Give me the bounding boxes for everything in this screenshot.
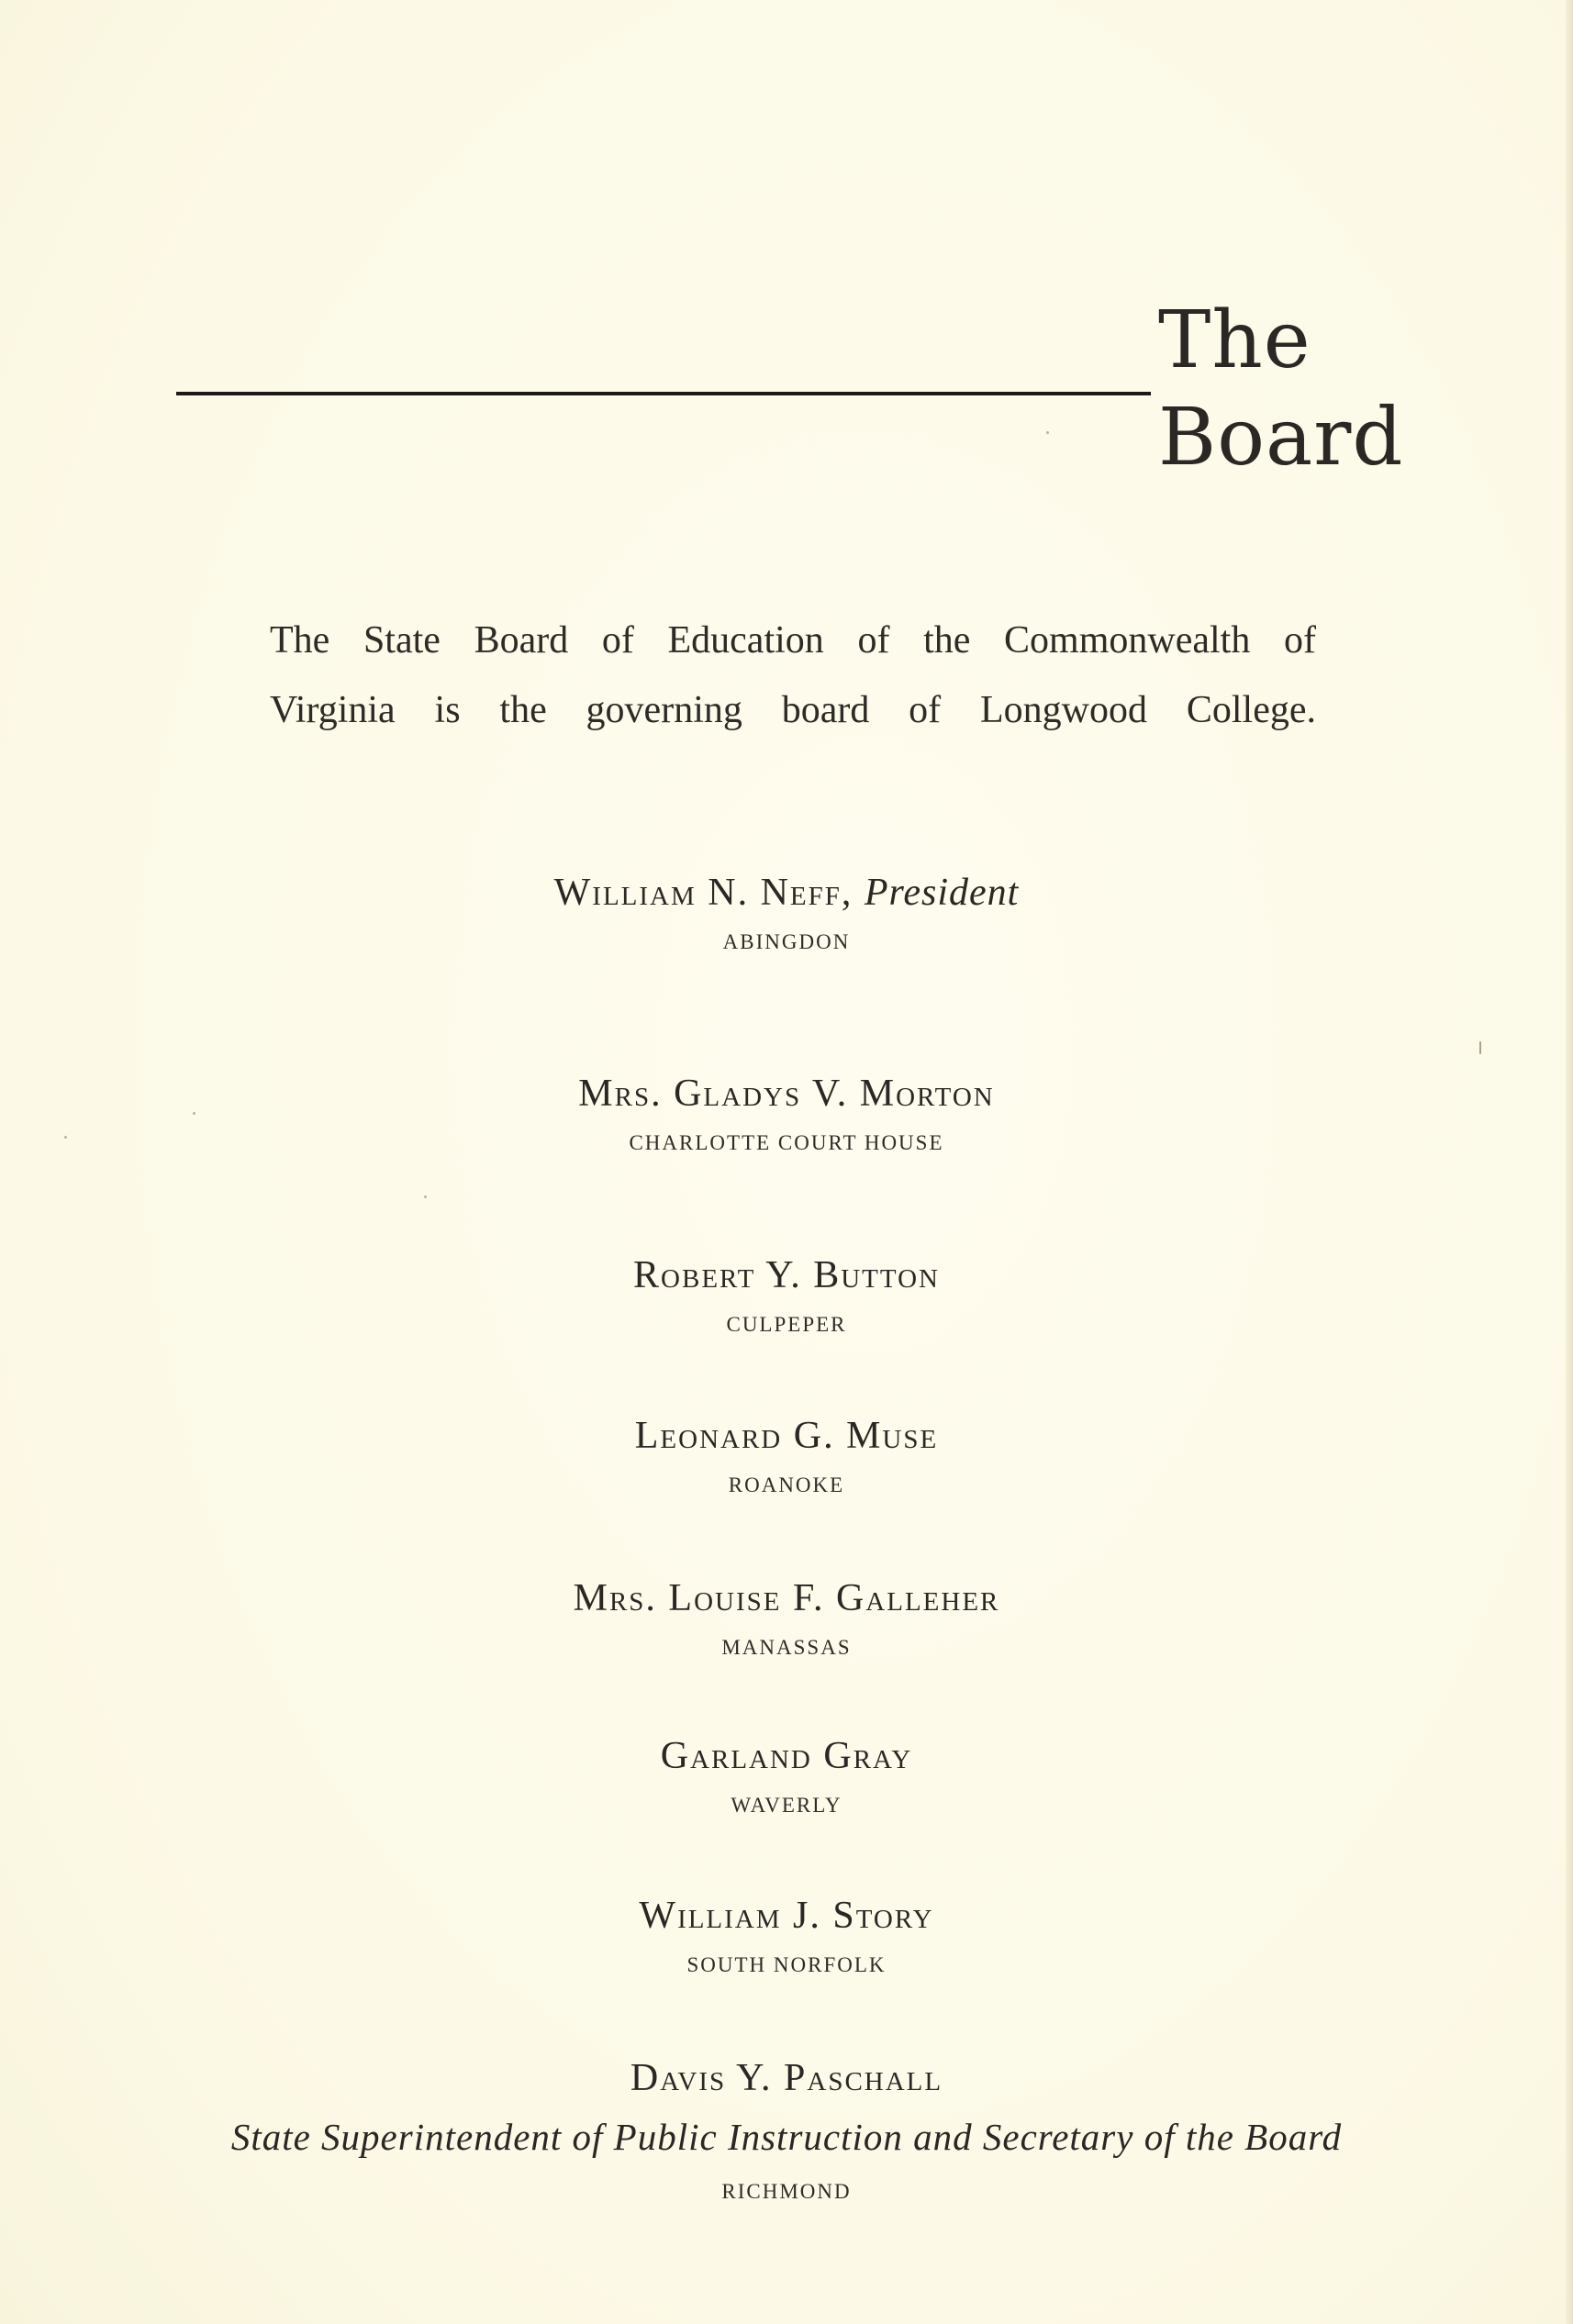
board-member-morton <box>0 1071 1573 1157</box>
secretary-name: Davis Y. Paschall <box>630 2057 943 2099</box>
paper-speck <box>424 1195 427 1198</box>
heading-rule <box>176 392 1151 395</box>
board-member-button <box>0 1252 1573 1339</box>
board-member-gray <box>0 1733 1573 1819</box>
member-name: Robert Y. Button <box>633 1254 940 1296</box>
paper-speck <box>193 1112 195 1115</box>
page-heading <box>1158 292 1434 486</box>
member-place: ROANOKE <box>728 1473 845 1496</box>
member-place: SOUTH NORFOLK <box>686 1953 887 1976</box>
board-member-neff <box>0 870 1573 956</box>
member-place: MANASSAS <box>721 1636 852 1659</box>
board-member-story <box>0 1893 1573 1979</box>
member-name: Mrs. Louise F. Galleher <box>573 1577 1000 1619</box>
member-name <box>0 870 1573 916</box>
paper-mark <box>1479 1041 1481 1054</box>
intro-line-2: Virginia is the governing board of Longwood College. <box>270 689 1316 731</box>
board-member-galleher <box>0 1575 1573 1662</box>
secretary-place: RICHMOND <box>721 2180 852 2203</box>
intro-line-1: The State Board of Education of the Commonwealth of <box>270 619 1316 662</box>
member-name: Leonard G. Muse <box>634 1415 939 1457</box>
member-name: Mrs. Gladys V. Morton <box>578 1073 995 1115</box>
member-place: WAVERLY <box>731 1794 842 1817</box>
secretary-title: State Superintendent of Public Instruction and Secretary of the Board <box>230 2116 1343 2158</box>
paper-speck <box>64 1136 67 1139</box>
board-member-muse <box>0 1413 1573 1499</box>
paper-speck <box>1046 431 1049 434</box>
member-name: William J. Story <box>639 1895 934 1937</box>
member-role: President <box>864 872 1020 914</box>
member-name-text: William N. Neff, <box>553 872 853 914</box>
heading-line-1: The <box>1158 295 1311 386</box>
intro-paragraph <box>270 606 1316 745</box>
member-place: ABINGDON <box>722 930 851 953</box>
board-secretary <box>0 2055 1573 2206</box>
heading-line-2: Board <box>1158 392 1404 484</box>
member-place: CHARLOTTE COURT HOUSE <box>629 1131 944 1154</box>
member-place: CULPEPER <box>726 1313 847 1336</box>
member-name: Garland Gray <box>660 1735 913 1777</box>
